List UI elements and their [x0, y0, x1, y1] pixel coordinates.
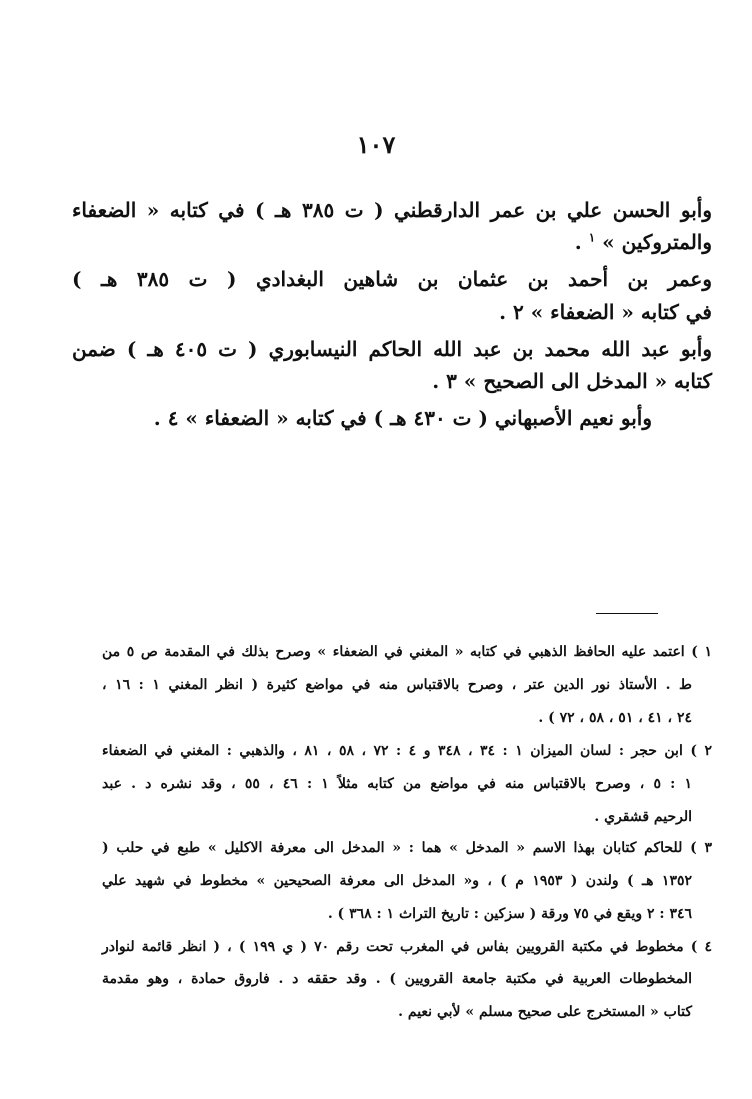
footnote-4-line-2: المخطوطات العربية في مكتبة جامعة القرويين ) . وقد حققه د . فاروق حمادة ، وهو مقدمة — [102, 971, 692, 987]
body-line-5: وأبو عبد الله محمد بن عبد الله الحاكم النيسابوري ( ت ٤٠٥ هـ ) ضمن — [72, 337, 713, 361]
footnote-marker-1: ١ — [588, 230, 596, 245]
footnote-2-line-1: ٢ ) ابن حجر : لسان الميزان ١ : ٣٤ ، ٣٤٨ و ٤ : ٧٢ ، ٥٨ ، ٨١ ، والذهبي : المغني في الضعفاء — [102, 743, 712, 759]
body-line-2-text: والمتروكين » — [602, 230, 712, 254]
footnote-separator — [596, 613, 658, 614]
body-line-1: وأبو الحسن علي بن عمر الدارقطني ( ت ٣٨٥ هـ ) في كتابه « الضعفاء — [72, 198, 712, 222]
body-line-4: في كتابه « الضعفاء » ٢ . — [499, 300, 712, 324]
body-line-2: والمتروكين » $^١$ . — [574, 230, 712, 254]
footnote-1-line-3: ٢٤ ، ٤١ ، ٥١ ، ٥٨ ، ٧٢ ) . — [538, 710, 692, 726]
footnote-4-line-1: ٤ ) مخطوط في مكتبة القرويين بفاس في المغرب تحت رقم ٧٠ ( ي ١٩٩ ) ، ( انظر قائمة لنوادر — [102, 939, 712, 955]
body-line-3: وعمر بن أحمد بن عثمان بن شاهين البغدادي ( ت ٣٨٥ هـ ) — [72, 267, 713, 291]
footnote-3-line-1: ٣ ) للحاكم كتابان بهذا الاسم « المدخل » هما : « المدخل الى معرفة الاكليل » طبع في حلب ( — [102, 840, 712, 856]
footnote-1-line-2: ط . الأستاذ نور الدين عتر ، وصرح بالاقتباس منه في مواضع كثيرة ( انظر المغني ١ : ١٦ ، — [102, 677, 692, 693]
footnote-2-line-3: الرحيم قشقري . — [594, 809, 692, 825]
footnote-1-line-1: ١ ) اعتمد عليه الحافظ الذهبي في كتابه « المغني في الضعفاء » وصرح بذلك في المقدمة ص ٥ من — [102, 644, 712, 660]
footnote-3-line-3: ٣٤٦ : ٢ ويقع في ٧٥ ورقة ( سزكين : تاريخ التراث ١ : ٣٦٨ ) . — [327, 906, 692, 922]
body-line-6: كتابه « المدخل الى الصحيح » ٣ . — [432, 369, 712, 393]
footnote-2-line-2: ١ : ٥ ، وصرح بالاقتباس منه في مواضع من كتابه مثلاً ١ : ٤٦ ، ٥٥ ، وقد نشره د . عبد — [102, 776, 693, 792]
footnote-3-line-2: ١٣٥٢ هـ ) ولندن ( ١٩٥٣ م ) ، و« المدخل الى معرفة الصحيحين » مخطوط في شهيد علي — [102, 873, 692, 889]
page-number: ١٠٧ — [356, 130, 396, 159]
footnote-4-line-3: كتاب « المستخرج على صحيح مسلم » لأبي نعيم . — [398, 1004, 692, 1020]
body-line-7: وأبو نعيم الأصبهاني ( ت ٤٣٠ هـ ) في كتابه « الضعفاء » ٤ . — [153, 406, 652, 430]
